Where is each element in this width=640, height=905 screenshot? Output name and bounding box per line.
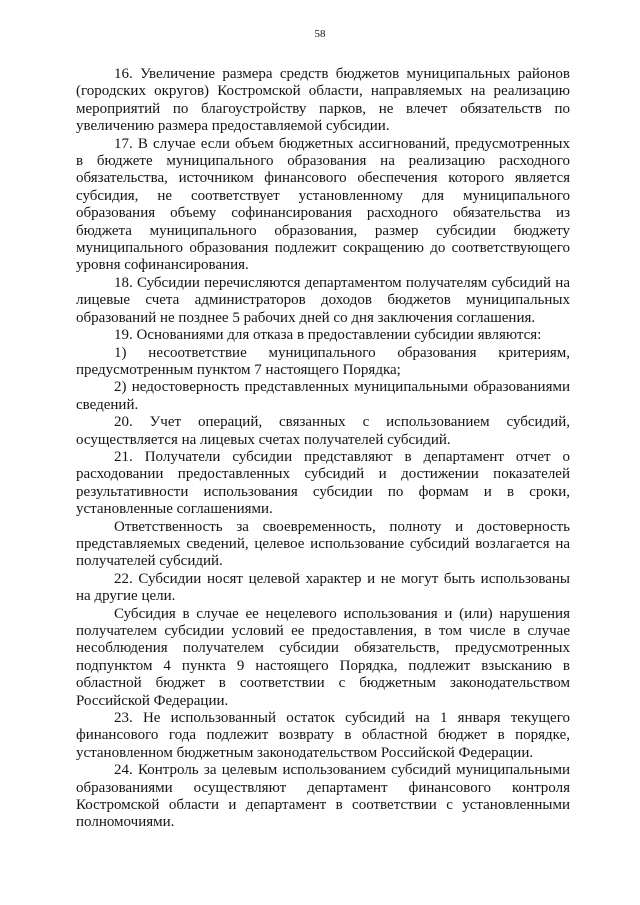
paragraph-18: 18. Субсидии перечисляются департаментом получателям субсидий на лицевые счета администраторов доходов бюджетов муниципальных образований не позднее 5 рабочих дней со дня заключения соглашения. — [76, 274, 570, 326]
paragraph-20: 20. Учет операций, связанных с использованием субсидий, осуществляется на лицевых счетах получателей субсидий. — [76, 414, 570, 448]
page-number: 58 — [314, 28, 326, 40]
paragraph-24: 24. Контроль за целевым использованием субсидий муниципальными образованиями осуществляют департамент финансового контроля Костромской области и департамент в соответствии с установленными полномочиями. — [76, 762, 570, 831]
paragraph-23: 23. Не использованный остаток субсидий на 1 января текущего финансового года подлежит возврату в областной бюджет в порядке, установленном бюджетным законодательством Российской Федерации. — [76, 710, 570, 761]
paragraph-22: 22. Субсидии носят целевой характер и не могут быть использованы на другие цели. — [76, 570, 570, 605]
paragraph-22-recovery: Субсидия в случае ее нецелевого использования и (или) нарушения получателем субсидии условий ее предоставления, в том числе в случае несоблюдения получателем субсидии обязательств, предусмотренных подпунктом 4 пункта 9 настоящего Порядка, подлежит взысканию в областной бюджет в соответствии с бюджетным законодательством Российской Федерации. — [76, 605, 570, 709]
paragraph-16: 16. Увеличение размера средств бюджетов муниципальных районов (городских округов) Костромской области, направляемых на реализацию мероприятий по благоустройству парков, не влечет обязательств по увеличению размера предоставляемой субсидии. — [76, 66, 570, 135]
paragraph-19-item-1: 1) несоответствие муниципального образования критериям, предусмотренным пунктом 7 настоящего Порядка; — [76, 344, 570, 378]
paragraph-17: 17. В случае если объем бюджетных ассигнований, предусмотренных в бюджете муниципального образования на реализацию расходного обязательства, источником финансового обеспечения которого является субсидия, не соответствует установленному для муниципального образования объему софинансирования расходного обязательства из бюджета муниципального образования, размер субсидии бюджету муниципального образования подлежит сокращению до соответствующего уровня софинансирования. — [76, 135, 570, 274]
document-body — [76, 66, 570, 832]
paragraph-19-item-2: 2) недостоверность представленных муниципальными образованиями сведений. — [76, 379, 570, 413]
paragraph-21-responsibility: Ответственность за своевременность, полноту и достоверность представляемых сведений, целевое использование субсидий возлагается на получателей субсидий. — [76, 518, 570, 570]
paragraph-21: 21. Получатели субсидии представляют в департамент отчет о расходовании предоставленных субсидий и достижении показателей результативности использования субсидии по формам и в сроки, установленные соглашениями. — [76, 448, 570, 518]
paragraph-19: 19. Основаниями для отказа в предоставлении субсидии являются: — [114, 327, 542, 344]
